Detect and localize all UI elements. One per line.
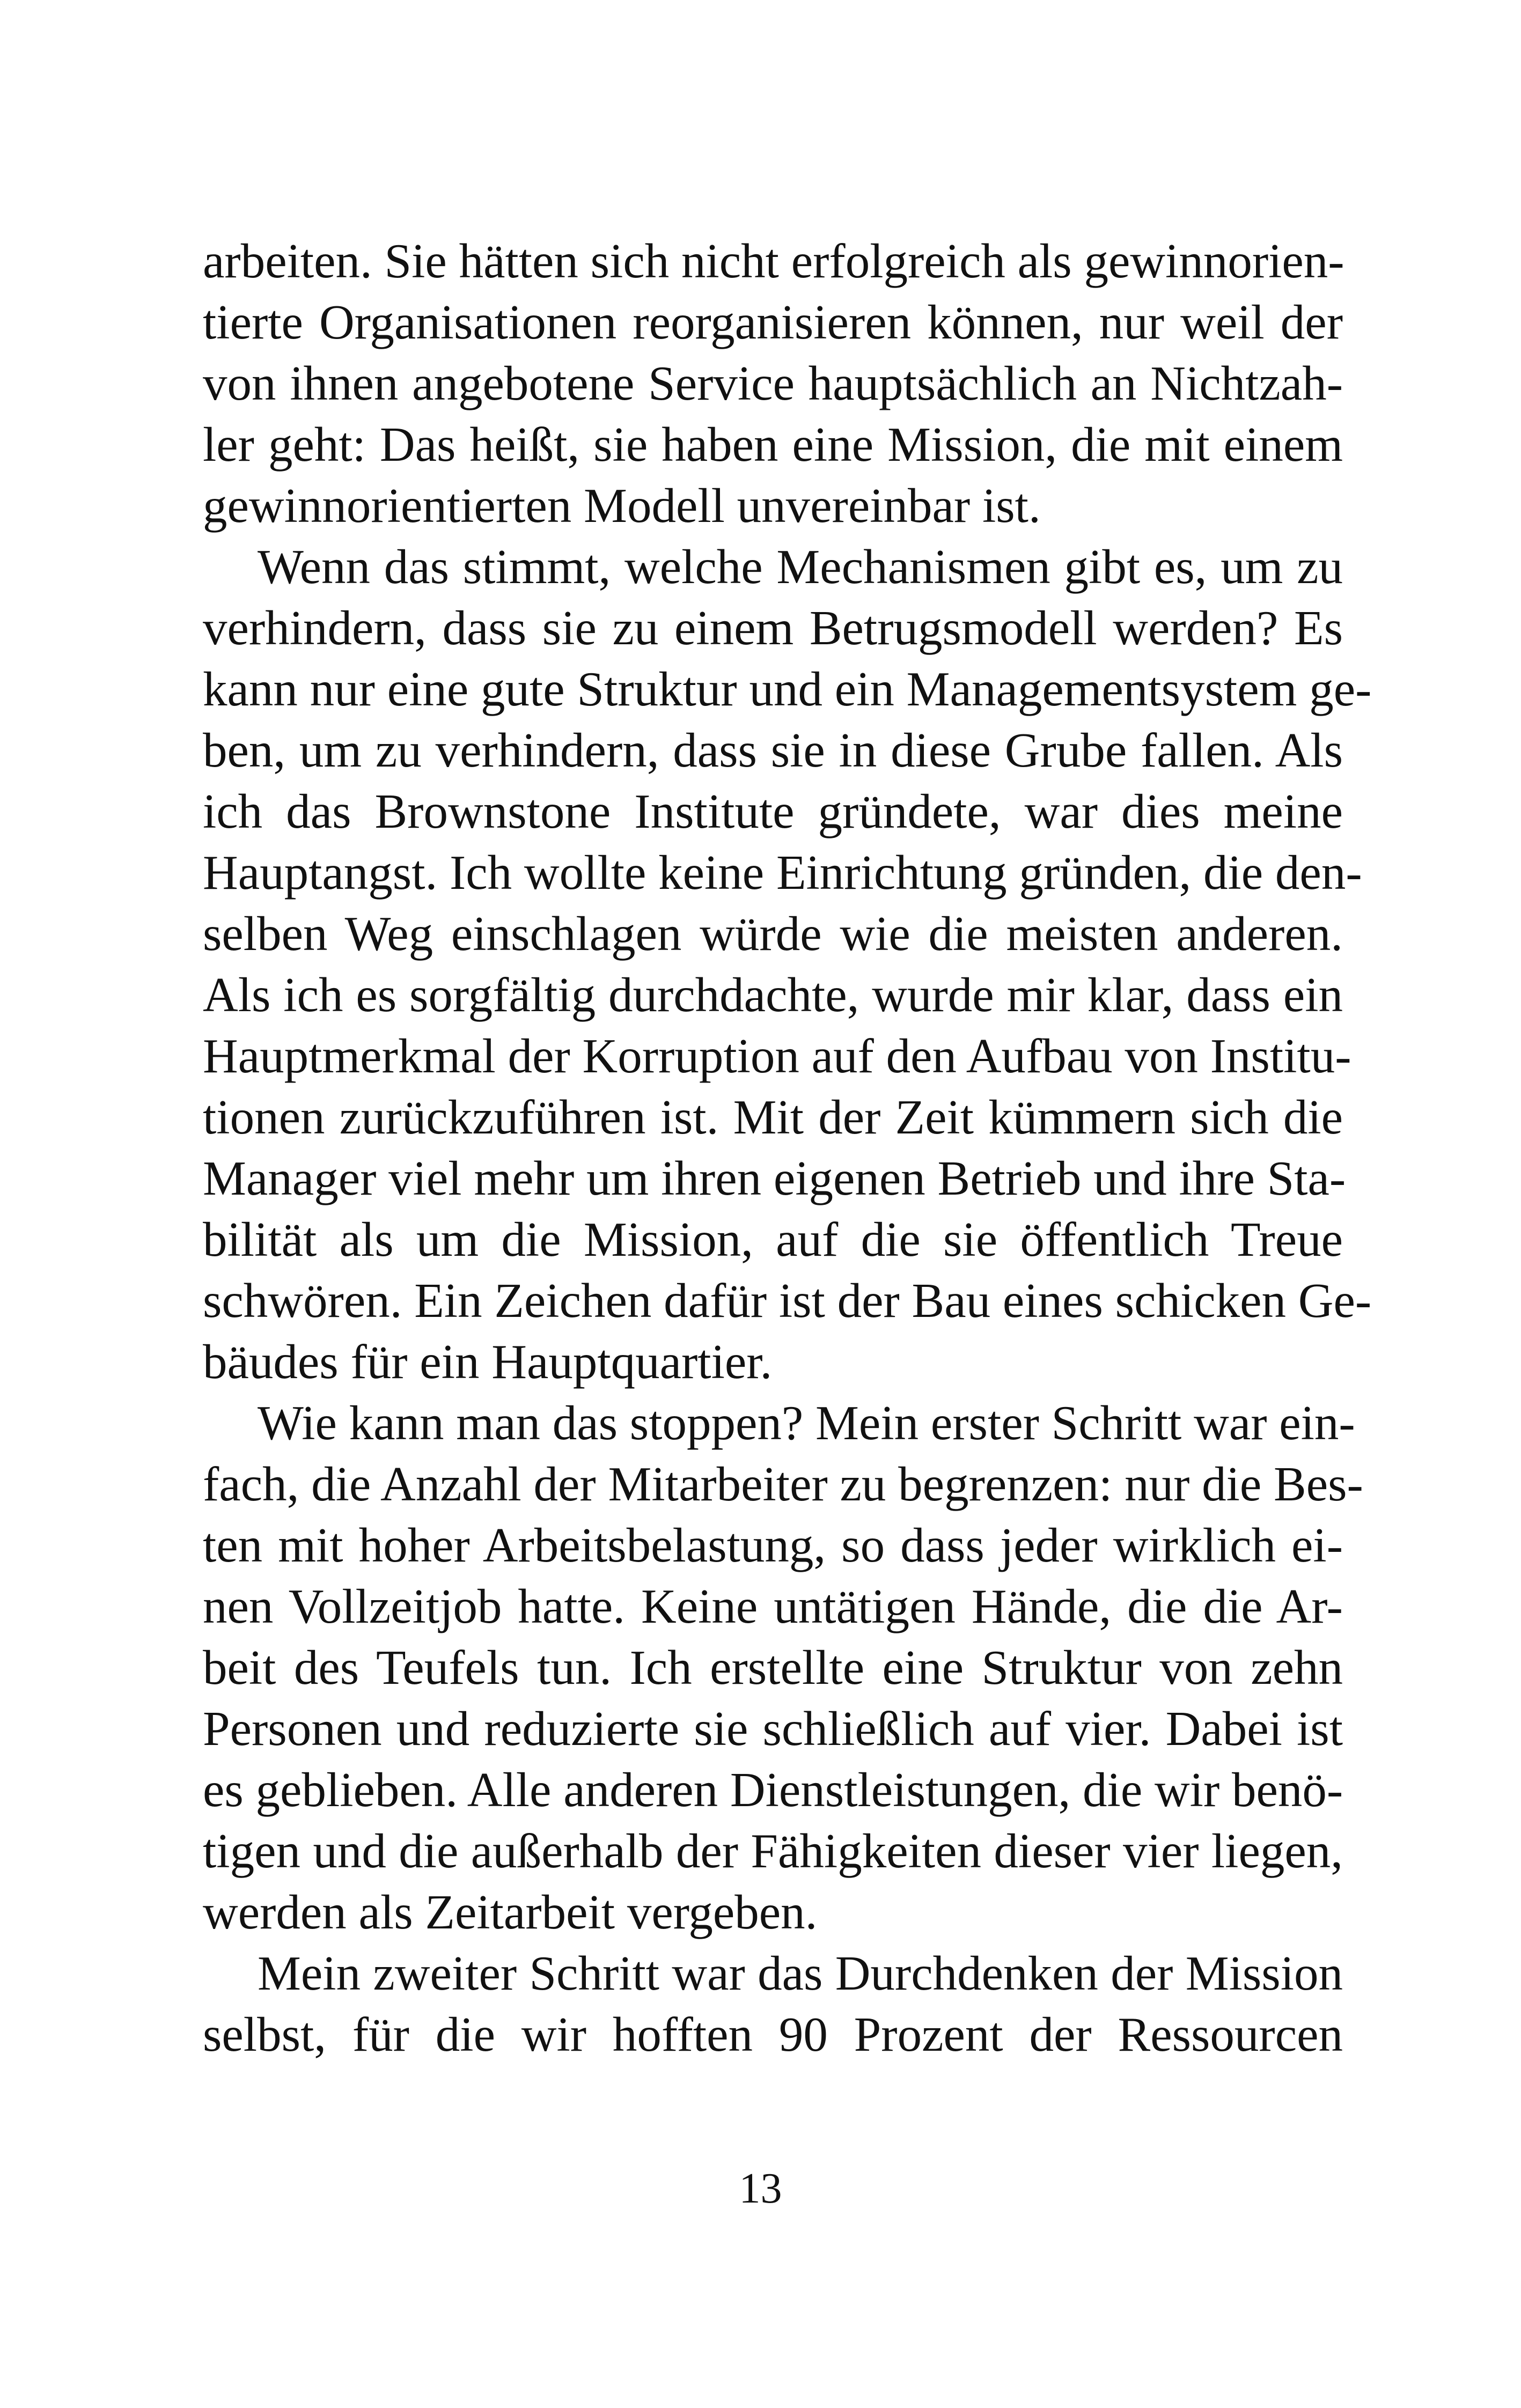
body-text [203, 231, 1372, 2065]
text-line: ler geht: Das heißt, sie haben eine Mission, die mit einem [203, 417, 1343, 472]
text-line: tigen und die außerhalb der Fähigkeiten dieser vier liegen, [203, 1824, 1343, 1878]
text-line: Wie kann man das stoppen? Mein erster Schritt war ein- [258, 1396, 1355, 1450]
text-line: gewinnorientierten Modell unvereinbar ist. [203, 478, 1041, 533]
text-line: fach, die Anzahl der Mitarbeiter zu begrenzen: nur die Bes- [203, 1457, 1363, 1511]
text-line: nen Vollzeitjob hatte. Keine untätigen Hände, die die Ar- [203, 1579, 1343, 1633]
text-line: Hauptangst. Ich wollte keine Einrichtung gründen, die den- [203, 845, 1362, 900]
text-line: bäudes für ein Hauptquartier. [203, 1335, 773, 1389]
text-line: Manager viel mehr um ihren eigenen Betrieb und ihre Sta- [203, 1151, 1346, 1205]
text-line: tionen zurückzuführen ist. Mit der Zeit kümmern sich die [203, 1090, 1343, 1144]
text-line: werden als Zeitarbeit vergeben. [203, 1885, 818, 1939]
text-line: kann nur eine gute Struktur und ein Managementsystem ge- [203, 662, 1372, 716]
text-line: selben Weg einschlagen würde wie die meisten anderen. [203, 907, 1343, 961]
text-line: ben, um zu verhindern, dass sie in diese Grube fallen. Als [203, 723, 1343, 777]
text-line: Als ich es sorgfältig durchdachte, wurde mir klar, dass ein [203, 968, 1343, 1022]
text-line: verhindern, dass sie zu einem Betrugsmodell werden? Es [203, 601, 1343, 655]
text-line: Wenn das stimmt, welche Mechanismen gibt es, um zu [258, 540, 1343, 594]
text-line: Hauptmerkmal der Korruption auf den Aufbau von Institu- [203, 1029, 1351, 1083]
text-line: Mein zweiter Schritt war das Durchdenken der Mission [258, 1946, 1343, 2000]
text-line: selbst, für die wir hofften 90 Prozent der Ressourcen [203, 2007, 1343, 2061]
text-line: bilität als um die Mission, auf die sie öffentlich Treue [203, 1212, 1343, 1266]
text-line: beit des Teufels tun. Ich erstellte eine Struktur von zehn [203, 1640, 1343, 1695]
text-line: tierte Organisationen reorganisieren können, nur weil der [203, 295, 1343, 349]
text-line: schwören. Ein Zeichen dafür ist der Bau eines schicken Ge- [203, 1273, 1372, 1328]
text-line: es geblieben. Alle anderen Dienstleistungen, die wir benö- [203, 1763, 1343, 1817]
page-number: 13 [739, 2165, 782, 2212]
text-line: ich das Brownstone Institute gründete, war dies meine [203, 784, 1343, 838]
text-line: Personen und reduzierte sie schließlich auf vier. Dabei ist [203, 1702, 1343, 1756]
text-line: ten mit hoher Arbeitsbelastung, so dass jeder wirklich ei- [203, 1518, 1343, 1572]
text-line: von ihnen angebotene Service hauptsächlich an Nichtzah- [203, 356, 1343, 410]
text-line: arbeiten. Sie hätten sich nicht erfolgreich als gewinnorien- [203, 234, 1344, 288]
